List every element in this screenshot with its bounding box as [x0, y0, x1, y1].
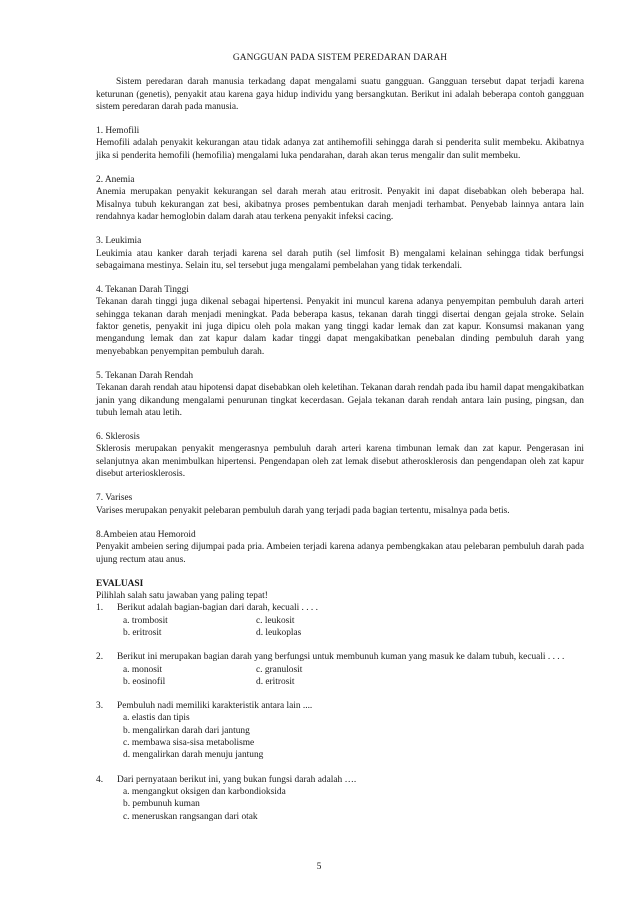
- question: [96, 651, 584, 688]
- answer-option[interactable]: a. elastis dan tipis: [123, 713, 190, 724]
- answer-options: [117, 664, 584, 689]
- question: [96, 774, 584, 823]
- answer-option[interactable]: c. leukosit: [256, 615, 295, 626]
- section: [96, 370, 584, 419]
- answer-option[interactable]: a. trombosit: [123, 615, 168, 626]
- question-text: Pembuluh nadi memiliki karakteristik antara lain ....: [117, 701, 313, 712]
- question-number: 4.: [96, 774, 104, 785]
- answer-option[interactable]: c. membawa sisa-sisa metabolisme: [123, 738, 255, 749]
- section-body: Penyakit ambeien sering dijumpai pada pria. Ambeien terjadi karena adanya pembengkakan atau pelebaran pembuluh darah pada ujung rectum atau anus.: [96, 542, 584, 565]
- page-number: 5: [316, 861, 322, 872]
- section-heading: 5. Tekanan Darah Rendah: [96, 370, 194, 381]
- section-body: Anemia merupakan penyakit kekurangan sel darah merah atau eritrosit. Penyakit ini dapat disebabkan oleh beberapa hal. Misalnya tubuh kekurangan zat besi, akibatnya proses pembentukan darah menjadi terhambat. Penyebab lainnya antara lain rendahnya kadar hemoglobin dalam darah atau terkena penyakit infeksi cacing.: [96, 187, 584, 222]
- question-number: 2.: [96, 652, 104, 663]
- answer-option[interactable]: c. granulosit: [256, 664, 303, 675]
- answer-options: [117, 712, 584, 761]
- answer-option[interactable]: b. eritrosit: [123, 627, 162, 638]
- questions-list: [96, 602, 584, 822]
- section: [96, 529, 584, 566]
- section: [96, 174, 584, 223]
- answer-options: [117, 786, 584, 823]
- question-text: Berikut adalah bagian-bagian dari darah, kecuali . . . .: [117, 603, 318, 614]
- page-content: [96, 52, 584, 823]
- section-body: Tekanan darah rendah atau hipotensi dapat disebabkan oleh keletihan. Tekanan darah rendah pada ibu hamil dapat mengakibatkan janin yang dikandung mengalami penurunan tingkat kecerdasan. Gejala tekanan darah rendah antara lain pusing, pingsan, dan tubuh lemah atau letih.: [96, 383, 584, 418]
- question-text: Berikut ini merupakan bagian darah yang berfungsi untuk membunuh kuman yang masuk ke dalam tubuh, kecuali . . . .: [117, 652, 565, 663]
- answer-option[interactable]: d. leukoplas: [256, 627, 302, 638]
- section: [96, 125, 584, 162]
- section-heading: 3. Leukimia: [96, 236, 142, 247]
- question-number: 1.: [96, 603, 104, 614]
- section-body: Varises merupakan penyakit pelebaran pembuluh darah yang terjadi pada bagian tertentu, misalnya pada betis.: [96, 505, 510, 516]
- answer-option[interactable]: c. meneruskan rangsangan dari otak: [123, 811, 258, 822]
- evaluation-heading: EVALUASI: [96, 578, 144, 589]
- question: [96, 700, 584, 761]
- section-body: Leukimia atau kanker darah terjadi karena sel darah putih (sel limfosit B) mengalami kelainan sehingga tidak berfungsi sebagaimana mestinya. Selain itu, sel tersebut juga mengalami pembelahan yang tidak terkendali.: [96, 248, 584, 271]
- section-heading: 7. Varises: [96, 493, 133, 504]
- section-body: Tekanan darah tinggi juga dikenal sebagai hipertensi. Penyakit ini muncul karena adanya penyempitan pembuluh darah arteri sehingga tekanan darah menjadi meningkat. Pada beberapa kasus, tekanan darah tinggi disertai dengan gejala stroke. Selain faktor genetis, penyakit ini juga dipicu oleh pola makan yang tinggi kadar lemak dan zat kapur. Konsumsi makanan yang mengandung lemak dan zat kapur dalam kadar tinggi dapat mengakibatkan penebalan dinding pembuluh darah yang menyebabkan penyempitan pembuluh darah.: [96, 297, 584, 357]
- answer-option[interactable]: b. eosinofil: [123, 676, 166, 687]
- page-title: GANGGUAN PADA SISTEM PEREDARAN DARAH: [232, 53, 448, 63]
- section-heading: 2. Anemia: [96, 175, 135, 186]
- evaluation-instruction: Pilihlah salah satu jawaban yang paling tepat!: [96, 591, 268, 602]
- section-heading: 4. Tekanan Darah Tinggi: [96, 285, 189, 296]
- section-heading: 1. Hemofili: [96, 126, 140, 137]
- question: [96, 602, 584, 639]
- section-heading: 8.Ambeien atau Hemoroid: [96, 529, 196, 540]
- question-text: Dari pernyataan berikut ini, yang bukan fungsi darah adalah ….: [117, 774, 357, 785]
- answer-option[interactable]: b. pembunuh kuman: [123, 799, 200, 810]
- answer-option[interactable]: d. eritrosit: [256, 676, 295, 687]
- section: [96, 284, 584, 358]
- answer-option[interactable]: b. mengalirkan darah dari jantung: [123, 725, 250, 736]
- section: [96, 492, 584, 517]
- answer-option[interactable]: d. mengalirkan darah menuju jantung: [123, 750, 264, 761]
- answer-option[interactable]: a. mengangkut oksigen dan karbondioksida: [123, 786, 286, 797]
- answer-options: [117, 615, 584, 640]
- section: [96, 235, 584, 272]
- section-body: Sklerosis merupakan penyakit mengerasnya pembuluh darah arteri karena timbunan lemak dan zat kapur. Pengerasan ini selanjutnya akan menimbulkan hipertensi. Pengendapan oleh zat lemak disebut atherosklerosis dan pengendapan oleh zat kapur disebut arteriosklerosis.: [96, 444, 584, 480]
- intro-paragraph: Sistem peredaran darah manusia terkadang dapat mengalami suatu gangguan. Gangguan tersebut dapat terjadi karena keturunan (genetis), penyakit atau karena gaya hidup individu yang bersangkutan. Berikut ini adalah beberapa contoh gangguan sistem peredaran darah pada manusia.: [96, 77, 584, 112]
- section-body: Hemofili adalah penyakit kekurangan atau tidak adanya zat antihemofili sehingga darah si penderita sulit membeku. Akibatnya jika si penderita hemofili (hemofilia) mengalami luka pendarahan, darah akan terus mengalir dan sulit membeku.: [96, 138, 584, 161]
- section: [96, 431, 584, 480]
- question-number: 3.: [96, 701, 104, 712]
- answer-option[interactable]: a. monosit: [123, 664, 163, 675]
- sections-list: [96, 125, 584, 566]
- section-heading: 6. Sklerosis: [96, 432, 140, 443]
